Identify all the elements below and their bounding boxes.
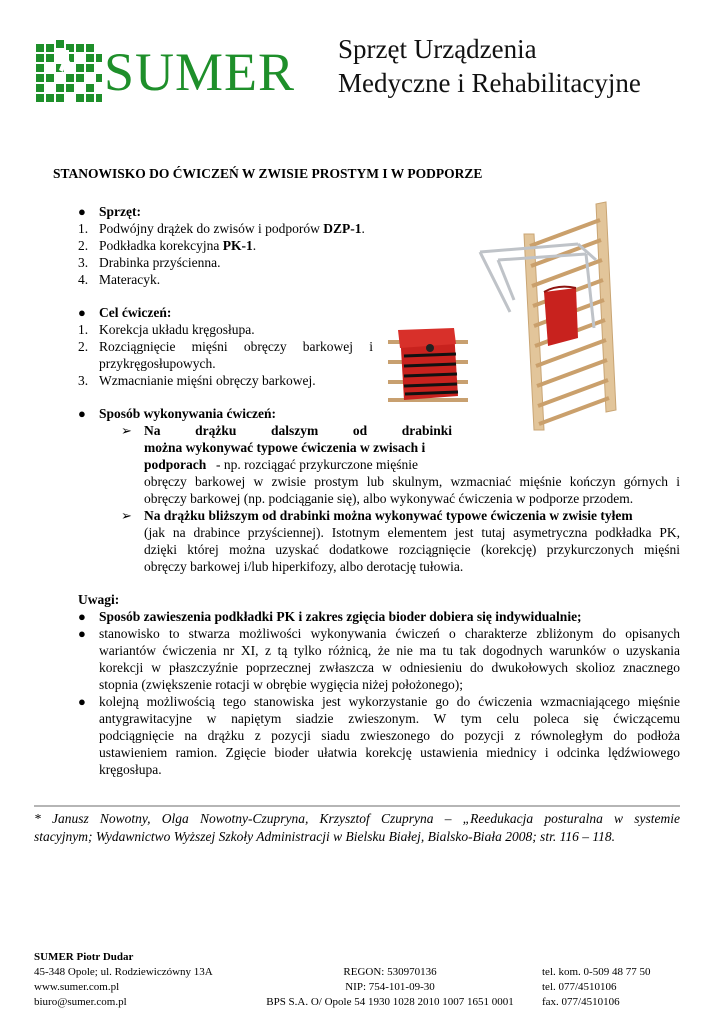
method-item-text: (jak na drabince przyściennej). Istotnym elementem jest tutaj asymetryczna podkładka PK, (144, 525, 680, 540)
item-number: 2. (78, 339, 89, 354)
method-item-text: Na drążku bliższym od drabinki można wykonywać typowe ćwiczenia w zwisie tyłem (144, 508, 633, 523)
bullet-icon: ● (78, 305, 86, 320)
method-item-text: Na drążku dalszym od drabinki (144, 423, 452, 438)
company-logo (36, 36, 316, 106)
method-item-text: można wykonywać typowe ćwiczenia w zwisach i (144, 440, 426, 455)
note-text: stopnia (zwiększenie rotacji w obrębie wygięcia niżej położonego); (99, 677, 463, 692)
notes-heading: Uwagi: (78, 592, 120, 607)
goals-heading: Cel ćwiczeń: (99, 305, 172, 320)
item-number: 3. (78, 373, 89, 388)
footer-email-link[interactable]: biuro@sumer.com.pl (34, 996, 127, 1008)
method-item-text: podporach (144, 457, 207, 472)
footer-mobile: tel. kom. 0-509 48 77 50 (542, 966, 651, 978)
item-number: 1. (78, 322, 89, 337)
tagline-line-2: Medyczne i Rehabilitacyjne (338, 68, 641, 98)
note-text: korekcji w płaszczyźnie poprzecznej zwłaszcza w odniesieniu do dwukołowych skolioz znacznego (99, 660, 680, 675)
equipment-section (78, 203, 398, 288)
item-text: Materacyk. (99, 272, 161, 287)
bullet-icon: ● (78, 626, 86, 641)
item-number: 3. (78, 255, 89, 270)
item-number: 4. (78, 272, 89, 287)
bibliographic-reference (34, 810, 680, 846)
bullet-icon: ● (78, 204, 86, 219)
reference-line: stacyjnym; Wydawnictwo Wyższej Szkoły Administracji w Bielsku Białej, Bialsko-Biała 2008; str. 116 – 118. (34, 829, 615, 844)
list-item (78, 254, 398, 271)
arrow-bullet-icon: ➢ (121, 508, 132, 523)
footer-nip: NIP: 754-101-09-30 (345, 981, 435, 993)
notes-section (78, 591, 680, 778)
footer-registration (250, 965, 530, 1010)
note-text: Sposób zawieszenia podkładki PK i zakres zgięcia bioder dobiera się indywidualnie; (99, 609, 582, 624)
method-item-text: obręczy barkowej w zwisie prostym lub skulnym, wzmacniać mięśnie kończyn górnych i (144, 474, 680, 489)
footer-fax: fax. 077/4510106 (542, 996, 620, 1008)
note-item (78, 693, 680, 778)
divider (34, 805, 680, 807)
item-text: Podwójny drążek do zwisów i podporów (99, 221, 324, 236)
wall-bars-image (478, 200, 620, 432)
reference-line: * Janusz Nowotny, Olga Nowotny-Czupryna, Krzysztof Czupryna – „Reedukacja posturalna w systemie (34, 811, 680, 826)
footer-address: 45-348 Opole; ul. Rodziewiczówny 13A (34, 966, 213, 978)
note-text: stanowisko to stwarza możliwości wykonywania ćwiczeń o charakterze zbliżonym do opisanych (99, 626, 680, 641)
item-punct: . (361, 221, 365, 236)
item-text: przykręgosłupowych. (99, 356, 216, 371)
footer-contacts (542, 965, 650, 1010)
note-text: kręgosłupa. (99, 762, 162, 777)
item-text: Korekcja układu kręgosłupa. (99, 322, 255, 337)
method-item-text: obręczy barkowej (np. podciąganie się), albo wykonywać ćwiczenia w podporze przodem. (144, 491, 634, 506)
note-text: antygrawitacyjne w napiętym siadzie zwieszonym. W tym celu poleca się ćwiczącemu (99, 711, 680, 726)
note-text: wariantów ćwiczenia nr XI, z tą tylko różnicą, że nie ma tu tak dogodnych warunków o uzyskania (99, 643, 680, 658)
bullet-icon: ● (78, 694, 86, 709)
list-item (78, 271, 398, 288)
bullet-icon: ● (78, 609, 86, 624)
note-item (78, 608, 680, 625)
item-code: PK-1 (222, 238, 253, 253)
list-item (78, 338, 378, 372)
method-heading: Sposób wykonywania ćwiczeń: (99, 406, 277, 421)
footer-phone: tel. 077/4510106 (542, 981, 617, 993)
method-item-text: - np. rozciągać przykurczone mięśnie (216, 457, 419, 472)
bullet-icon: ● (78, 406, 86, 421)
footer-www-link[interactable]: www.sumer.com.pl (34, 981, 120, 993)
note-text: kolejną możliwością tego stanowiska jest wykorzystanie go do ćwiczenia wzmacniającego mięśnie (99, 694, 680, 709)
item-punct: . (252, 238, 257, 253)
tagline-line-1: Sprzęt Urządzenia (338, 34, 537, 64)
item-code: DZP-1 (323, 221, 362, 236)
item-text: Podkładka korekcyjna (99, 238, 223, 253)
item-number: 2. (78, 238, 89, 253)
company-tagline (338, 32, 641, 100)
correction-pad-image (388, 326, 468, 404)
method-item-text: dzięki której można uzyskać dodatkowe rozciągnięcie (korekcję) przykurczonych mięśni (144, 542, 680, 557)
footer-regon: REGON: 530970136 (343, 966, 437, 978)
arrow-bullet-icon: ➢ (121, 423, 132, 438)
logo-wordmark: SUMER (104, 42, 296, 102)
method-item-text: obręczy barkowej i/lub hiperkifozy, albo derotację tułowia. (144, 559, 464, 574)
goals-section (78, 304, 378, 389)
footer-bank: BPS S.A. O/ Opole 54 1930 1028 2010 1007 1651 0001 (266, 996, 514, 1008)
equipment-heading: Sprzęt: (99, 204, 141, 219)
item-number: 1. (78, 221, 89, 236)
note-text: podciągnięcie na drążku z pozycji siadu zwieszonego do pozycji z równoległym do podłoża (99, 728, 680, 743)
item-text: Wzmacnianie mięśni obręczy barkowej. (99, 373, 316, 388)
footer-company (34, 950, 213, 1010)
item-text: Rozciągnięcie mięśni obręczy barkowej i (99, 339, 373, 354)
list-item (78, 237, 398, 254)
list-item (78, 372, 378, 389)
method-section (78, 405, 680, 575)
logo-grid-icon (36, 40, 106, 110)
note-text: ustawieniem ramion. Zgięcie bioder ułatwia korekcję ustawienia miednicy i odcinka lędźwiowego (99, 745, 680, 760)
list-item (78, 220, 398, 237)
note-item (78, 625, 680, 693)
footer-company-name: SUMER Piotr Dudar (34, 951, 134, 963)
list-item (78, 321, 378, 338)
page-title: STANOWISKO DO ĆWICZEŃ W ZWISIE PROSTYM I W PODPORZE (53, 166, 483, 181)
item-text: Drabinka przyścienna. (99, 255, 221, 270)
